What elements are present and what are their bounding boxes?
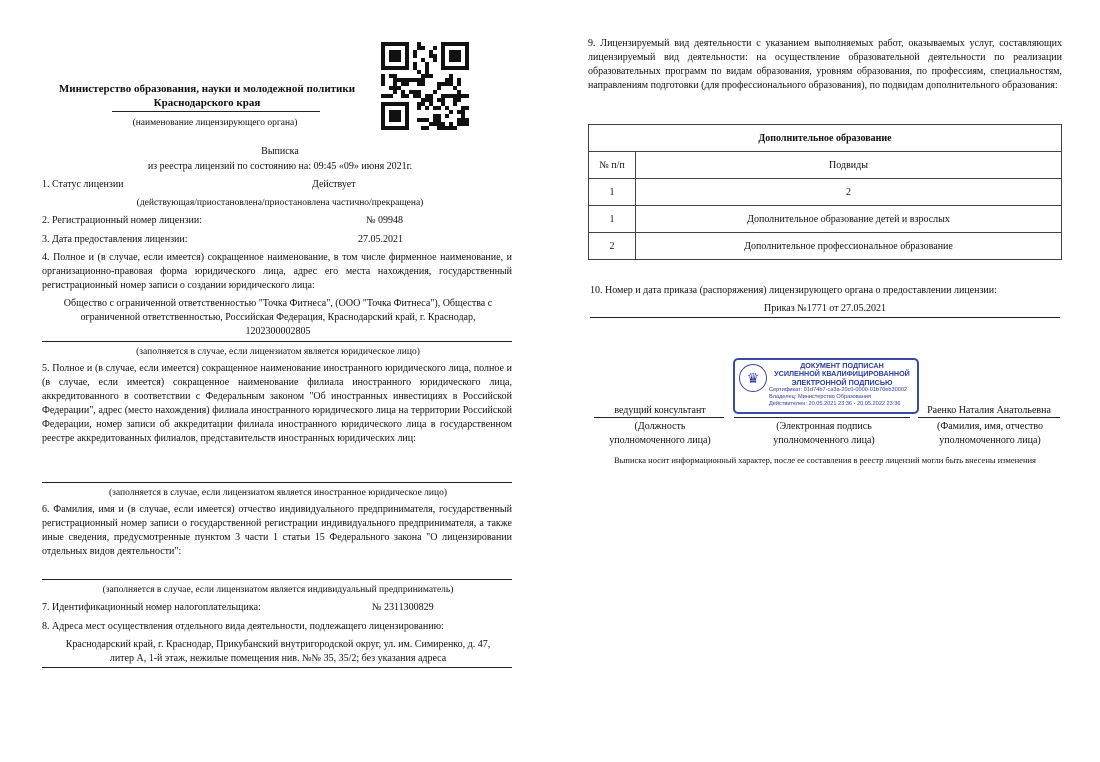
stamp-owner: Владелец: Министерство Образования: [769, 394, 872, 401]
name-underline: [918, 417, 1060, 418]
legal-entity-text: 4. Полное и (в случае, если имеется) сокращенное наименование, в том числе фирменное наименование, и организационно-правовая форма юридического лица, адрес его места нахождения, государственный регистрационный номер записи о создании юридического лица:: [42, 252, 512, 291]
order-label: 10. Номер и дата приказа (распоряжения) лицензирующего органа о предоставлении лицензии:: [590, 285, 997, 296]
stamp-certificate: Сертификат: 01d74b7-ca3a-20c0-0000-01b70eb30002: [769, 387, 908, 393]
table-title: Дополнительное образование: [589, 125, 1062, 152]
foreign-entity-caption: (заполняется в случае, если лицензиатом является иностранное юридическое лицо): [109, 488, 447, 498]
electronic-signature-stamp: [733, 358, 919, 414]
legal-entity-value-line-1: Общество с ограниченной ответственностью "Точка Фитнеса", (ООО "Точка Фитнеса"), Общества с: [63, 298, 493, 309]
entrepreneur-underline: [42, 579, 512, 580]
footer-note: Выписка носит информационный характер, после ее составления в реестр лицензий могли быть внесены изменения: [614, 455, 1036, 465]
ministry-caption: (наименование лицензирующего органа): [132, 118, 298, 128]
legal-entity-value: [40, 297, 516, 339]
qr-code: [381, 42, 469, 130]
numbering-cell-1: 1: [589, 179, 636, 206]
signature-caption-line-2: уполномоченного лица): [773, 435, 875, 446]
ministry-name: [40, 82, 374, 110]
table-row: [589, 206, 1062, 233]
ministry-underline: [112, 111, 320, 112]
legal-entity-value-line-3: 1202300002805: [245, 326, 311, 337]
foreign-entity-text: 5. Полное и (в случае, если имеется) сокращенное наименование иностранного юридического лица, полное и (в случае, если имеется) сокращенное наименование филиала иностранного юридического лица, аккредитованного в соответствии с Федеральным законом "Об иностранных инвестициях в Российской Федерации", адрес (место нахождения) филиала иностранного юридического лица на территории Российской Федерации, номер записи об аккредитации филиала иностранного юридического лица в государственном реестре аккредитованных филиалов, представительств иностранных юридических лиц:: [42, 363, 512, 444]
stamp-heading: [769, 362, 915, 387]
numbering-cell-2: 2: [636, 179, 1062, 206]
reg-number-label: 2. Регистрационный номер лицензии:: [42, 215, 203, 226]
legal-entity-caption: (заполняется в случае, если лицензиатом является юридическое лицо): [136, 347, 420, 357]
foreign-entity-underline: [42, 482, 512, 483]
extract-title: Выписка: [261, 146, 299, 157]
license-date-value: 27.05.2021: [358, 234, 403, 245]
address-label: 8. Адреса мест осуществления отдельного вида деятельности, подлежащего лицензированию:: [42, 621, 444, 632]
signature-underline: [734, 417, 910, 418]
coat-of-arms-icon: ♛: [739, 364, 767, 392]
stamp-validity: Действителен: 20.05.2021 23:36 - 20.05.2022 23:36: [769, 401, 901, 408]
name-caption-line-1: (Фамилия, имя, отчество: [937, 421, 1043, 432]
signer-name: Раенко Наталия Анатольевна: [927, 405, 1051, 416]
signature-caption: [744, 420, 904, 448]
stamp-details: [769, 387, 915, 409]
license-date-label: 3. Дата предоставления лицензии:: [42, 234, 188, 245]
row-subtype: Дополнительное образование детей и взрослых: [636, 206, 1062, 233]
col-subtype-header: Подвиды: [636, 152, 1062, 179]
license-status-label: 1. Статус лицензии: [42, 179, 124, 190]
position-caption-line-2: уполномоченного лица): [609, 435, 711, 446]
position-caption: [594, 420, 726, 448]
entrepreneur-caption: (заполняется в случае, если лицензиатом является индивидуальный предприниматель): [102, 585, 454, 595]
row-number: 1: [589, 206, 636, 233]
stamp-line-3: ЭЛЕКТРОННОЙ ПОДПИСЬЮ: [791, 377, 893, 387]
education-table: [588, 124, 1062, 260]
col-number-header: № п/п: [589, 152, 636, 179]
license-status-caption: (действующая/приостановлена/приостановлена частично/прекращена): [136, 198, 424, 208]
stamp-line-2: УСИЛЕННОЙ КВАЛИФИЦИРОВАННОЙ: [774, 369, 910, 379]
signature-caption-line-1: (Электронная подпись: [776, 421, 872, 432]
legal-entity-value-line-2: ограниченной ответственностью, Российская Федерация, Краснодарский край, г. Краснодар,: [80, 312, 476, 323]
signer-position: ведущий консультант: [614, 405, 706, 416]
table-row: [589, 233, 1062, 260]
name-caption: [920, 420, 1060, 448]
row-subtype: Дополнительное профессиональное образование: [636, 233, 1062, 260]
stamp-line-1: ДОКУМЕНТ ПОДПИСАН: [800, 361, 884, 370]
position-caption-line-1: (Должность: [634, 421, 686, 432]
inn-value: № 2311300829: [372, 602, 434, 613]
address-value-line-1: Краснодарский край, г. Краснодар, Прикубанский внутригородской округ, ул. им. Симиренко, д. 47,: [65, 639, 491, 650]
reg-number-value: № 09948: [366, 215, 404, 226]
entrepreneur-text: 6. Фамилия, имя и (в случае, если имеется) отчество индивидуального предпринимателя, государственный регистрационный номер записи о государственной регистрации индивидуального предпринимателя, а также иные сведения, предусмотренные пунктом 3 части 1 статьи 15 Федерального закона "О лицензировании отдельных видов деятельности":: [42, 504, 512, 557]
address-value-line-2: литер А, 1-й этаж, нежилые помещения нив. №№ 35, 35/2; без указания адреса: [109, 653, 447, 664]
extract-subtitle: из реестра лицензий по состоянию на: 09:45 «09» июня 2021г.: [147, 161, 413, 172]
table-numbering-row: [589, 179, 1062, 206]
legal-entity-underline: [42, 341, 512, 342]
ministry-line-2: Краснодарского края: [153, 97, 261, 109]
license-status-value: Действует: [312, 179, 356, 190]
table-title-row: [589, 125, 1062, 152]
order-value: Приказ №1771 от 27.05.2021: [764, 303, 886, 314]
name-caption-line-2: уполномоченного лица): [939, 435, 1041, 446]
row-number: 2: [589, 233, 636, 260]
position-underline: [594, 417, 724, 418]
address-underline: [42, 667, 512, 668]
order-underline: [590, 317, 1060, 318]
ministry-line-1: Министерство образования, науки и молодежной политики: [58, 83, 356, 95]
inn-label: 7. Идентификационный номер налогоплательщика:: [42, 602, 261, 613]
address-value: [40, 638, 516, 666]
table-header-row: [589, 152, 1062, 179]
activity-text: 9. Лицензируемый вид деятельности с указанием выполняемых работ, оказываемых услуг, составляющих лицензируемый вид деятельности: на осуществление образовательной деятельности по реализации образовательных программ по видам образования, уровням образования, по профессиям, специальностям, направлениям подготовки (для профессионального образования), по подвидам дополнительного образования:: [588, 38, 1062, 91]
